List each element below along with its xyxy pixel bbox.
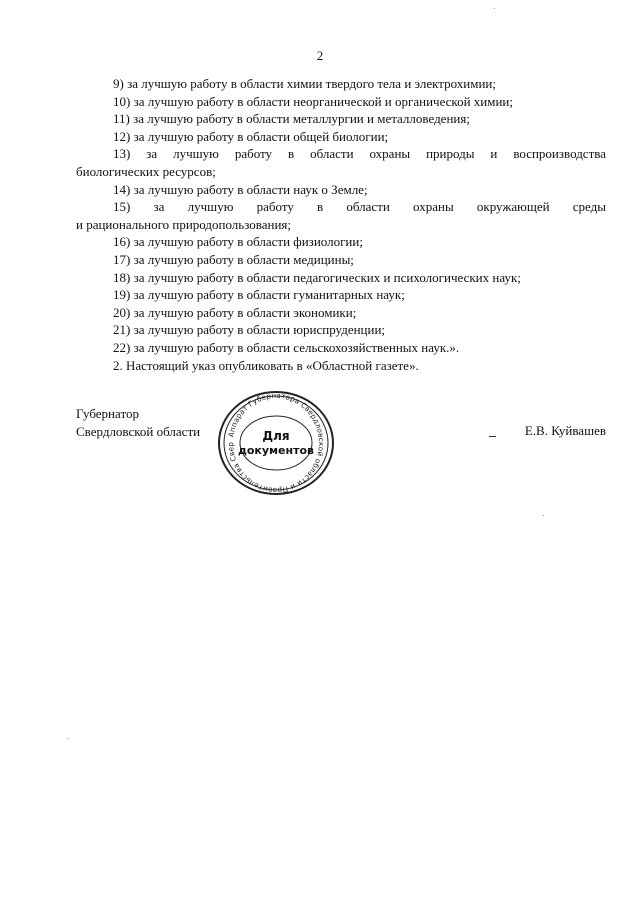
decree-list bbox=[76, 75, 606, 374]
list-item: 18) за лучшую работу в области педагогических и психологических наук; bbox=[113, 269, 521, 285]
scan-speck bbox=[543, 515, 544, 516]
list-item: 16) за лучшую работу в области физиологии; bbox=[113, 234, 363, 250]
list-item: 15) за лучшую работу в области охраны окружающей среды bbox=[113, 199, 606, 215]
list-item-continuation: биологических ресурсов; bbox=[76, 163, 216, 179]
list-item: 10) за лучшую работу в области неорганической и органической химии; bbox=[113, 93, 514, 109]
stamp-seal bbox=[214, 388, 338, 498]
list-item: 14) за лучшую работу в области наук о Земле; bbox=[113, 181, 368, 197]
official-stamp bbox=[214, 388, 338, 502]
stamp-center-line: документов bbox=[237, 444, 315, 457]
signature-mark bbox=[489, 436, 496, 437]
list-item: 21) за лучшую работу в области юриспруденции; bbox=[113, 322, 386, 338]
scan-speck bbox=[494, 8, 495, 9]
page-number: 2 bbox=[316, 48, 324, 63]
closing-paragraph: 2. Настоящий указ опубликовать в «Областной газете». bbox=[113, 357, 419, 373]
list-item: 22) за лучшую работу в области сельскохозяйственных наук.». bbox=[113, 339, 460, 355]
role-line: Губернатор bbox=[76, 406, 139, 421]
list-item: 11) за лучшую работу в области металлургии и металловедения; bbox=[113, 111, 470, 127]
stamp-center-line: Для bbox=[262, 429, 290, 443]
list-item-continuation: и рационального природопользования; bbox=[76, 216, 292, 232]
signatory-role bbox=[76, 405, 200, 440]
signatory-name: Е.В. Куйвашев bbox=[524, 423, 606, 438]
stamp-ring-text: Аппарат Губернатора Свердловской области и Правительства Свер bbox=[225, 390, 327, 496]
list-item: 12) за лучшую работу в области общей биологии; bbox=[113, 128, 389, 144]
list-item: 20) за лучшую работу в области экономики; bbox=[113, 304, 357, 320]
role-line: Свердловской области bbox=[76, 423, 201, 439]
list-item: 13) за лучшую работу в области охраны природы и воспроизводства bbox=[113, 146, 606, 162]
scan-speck bbox=[67, 738, 68, 739]
list-item: 17) за лучшую работу в области медицины; bbox=[113, 251, 354, 267]
list-item: 9) за лучшую работу в области химии твердого тела и электрохимии; bbox=[113, 76, 496, 91]
list-item: 19) за лучшую работу в области гуманитарных наук; bbox=[113, 287, 405, 303]
